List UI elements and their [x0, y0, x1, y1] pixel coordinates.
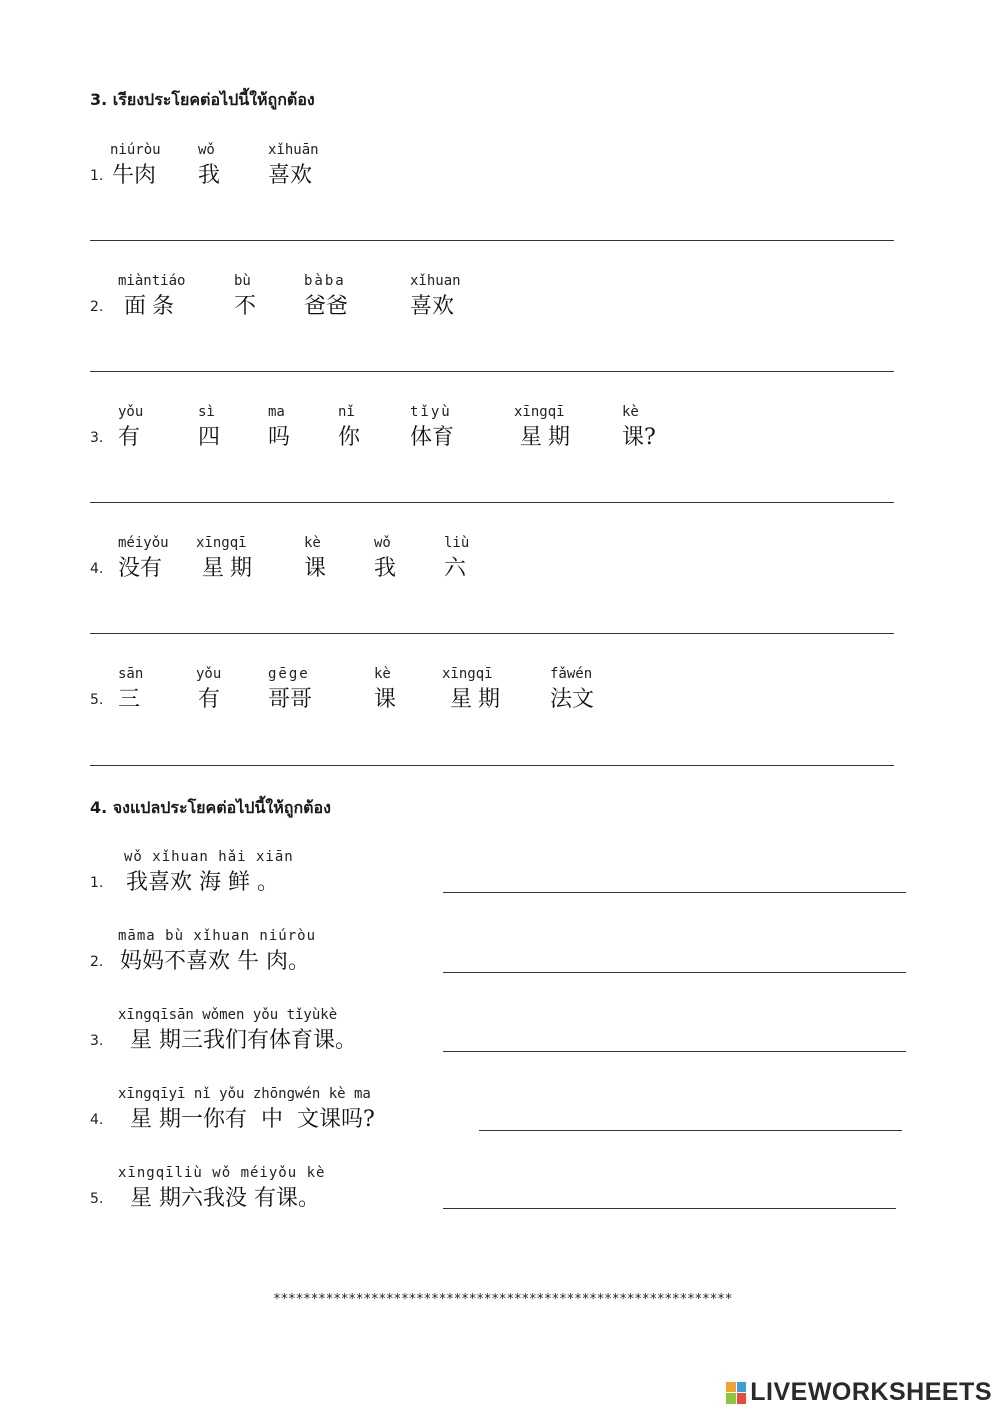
hanzi: 牛肉 — [112, 163, 157, 188]
hanzi: 星 期六我没 有课。 — [130, 1186, 320, 1211]
pinyin: yǒu — [118, 404, 144, 420]
hanzi: 我喜欢 海 鲜 。 — [126, 870, 279, 895]
pinyin: wǒ xǐhuan hǎi xiān — [124, 849, 294, 865]
logo-badge-cell — [737, 1393, 747, 1404]
item-number: 4. — [90, 561, 104, 577]
pinyin: liù — [444, 535, 470, 551]
hanzi: 有 — [198, 687, 221, 712]
hanzi: 星期 — [202, 556, 259, 581]
item-number: 2. — [90, 954, 104, 970]
item-number: 5. — [90, 1191, 104, 1207]
pinyin: xīngqīsān wǒmen yǒu tǐyùkè — [118, 1007, 338, 1023]
section4-title: 4. จงแปลประโยคต่อไปนี้ให้ถูกต้อง — [90, 798, 331, 817]
hanzi: 四 — [198, 425, 221, 450]
hanzi: 星期 — [450, 687, 507, 712]
hanzi: 我 — [374, 556, 397, 581]
pinyin: xǐhuan — [410, 273, 461, 289]
pinyin: yǒu — [196, 666, 222, 682]
pinyin: xīngqīliù wǒ méiyǒu kè — [118, 1165, 326, 1181]
hanzi: 星 期一你有 中 文课吗? — [130, 1107, 375, 1132]
hanzi: 星 期三我们有体育课。 — [130, 1028, 357, 1053]
answer-line[interactable] — [90, 765, 894, 766]
hanzi: 星期 — [520, 425, 577, 450]
pinyin: bù — [234, 273, 251, 289]
hanzi: 有 — [118, 425, 141, 450]
hanzi: 你 — [338, 425, 361, 450]
pinyin: méiyǒu — [118, 535, 169, 551]
hanzi: 吗 — [268, 425, 291, 450]
footer-stars-divider: ************************************************************* — [273, 1292, 733, 1307]
item-number: 3. — [90, 430, 104, 446]
item-number: 1. — [90, 168, 104, 184]
pinyin: gēge — [268, 666, 310, 682]
answer-line[interactable] — [90, 371, 894, 372]
logo-badge-cell — [726, 1382, 736, 1393]
answer-line[interactable] — [90, 633, 894, 634]
translation-answer-line[interactable] — [443, 972, 906, 973]
hanzi: 爸爸 — [304, 294, 349, 319]
logo-badge-cell — [726, 1393, 736, 1404]
hanzi: 我 — [198, 163, 221, 188]
pinyin: xīngqī — [514, 404, 565, 420]
hanzi: 没有 — [118, 556, 163, 581]
pinyin: kè — [304, 535, 321, 551]
pinyin: miàntiáo — [118, 273, 186, 289]
pinyin: xǐhuān — [268, 142, 319, 158]
translation-answer-line[interactable] — [479, 1130, 902, 1131]
pinyin: sān — [118, 666, 144, 682]
logo-badge-icon — [726, 1382, 746, 1404]
pinyin: xīngqī — [196, 535, 247, 551]
hanzi: 妈妈不喜欢 牛 肉。 — [120, 949, 310, 974]
pinyin: sì — [198, 404, 215, 420]
item-number: 5. — [90, 692, 104, 708]
hanzi: 喜欢 — [268, 163, 313, 188]
pinyin: xīngqīyī nǐ yǒu zhōngwén kè ma — [118, 1086, 371, 1102]
answer-line[interactable] — [90, 502, 894, 503]
hanzi: 体育 — [410, 425, 455, 450]
hanzi: 六 — [444, 556, 467, 581]
pinyin: nǐ — [338, 404, 355, 420]
translation-answer-line[interactable] — [443, 1208, 896, 1209]
pinyin: ma — [268, 404, 285, 420]
logo-text: LIVEWORKSHEETS — [750, 1378, 992, 1406]
liveworksheets-logo — [726, 1378, 992, 1407]
pinyin: tǐyù — [410, 404, 452, 420]
hanzi: 不 — [234, 294, 257, 319]
item-number: 4. — [90, 1112, 104, 1128]
hanzi: 课 — [304, 556, 327, 581]
hanzi: 哥哥 — [268, 687, 313, 712]
pinyin: kè — [622, 404, 639, 420]
logo-badge-cell — [737, 1382, 747, 1393]
hanzi: 课 — [374, 687, 397, 712]
hanzi: 喜欢 — [410, 294, 455, 319]
pinyin: kè — [374, 666, 391, 682]
hanzi: 三 — [118, 687, 141, 712]
answer-line[interactable] — [90, 240, 894, 241]
pinyin: fǎwén — [550, 666, 593, 682]
translation-answer-line[interactable] — [443, 892, 906, 893]
pinyin: xīngqī — [442, 666, 493, 682]
item-number: 3. — [90, 1033, 104, 1049]
hanzi: 面条 — [124, 294, 181, 319]
pinyin: niúròu — [110, 142, 161, 158]
pinyin: māma bù xǐhuan niúròu — [118, 928, 317, 944]
item-number: 1. — [90, 875, 104, 891]
pinyin: bàba — [304, 273, 346, 289]
pinyin: wǒ — [374, 535, 391, 551]
item-number: 2. — [90, 299, 104, 315]
hanzi: 法文 — [550, 687, 595, 712]
translation-answer-line[interactable] — [443, 1051, 906, 1052]
pinyin: wǒ — [198, 142, 215, 158]
hanzi: 课? — [622, 425, 656, 450]
section3-title: 3. เรียงประโยคต่อไปนี้ให้ถูกต้อง — [90, 90, 315, 109]
